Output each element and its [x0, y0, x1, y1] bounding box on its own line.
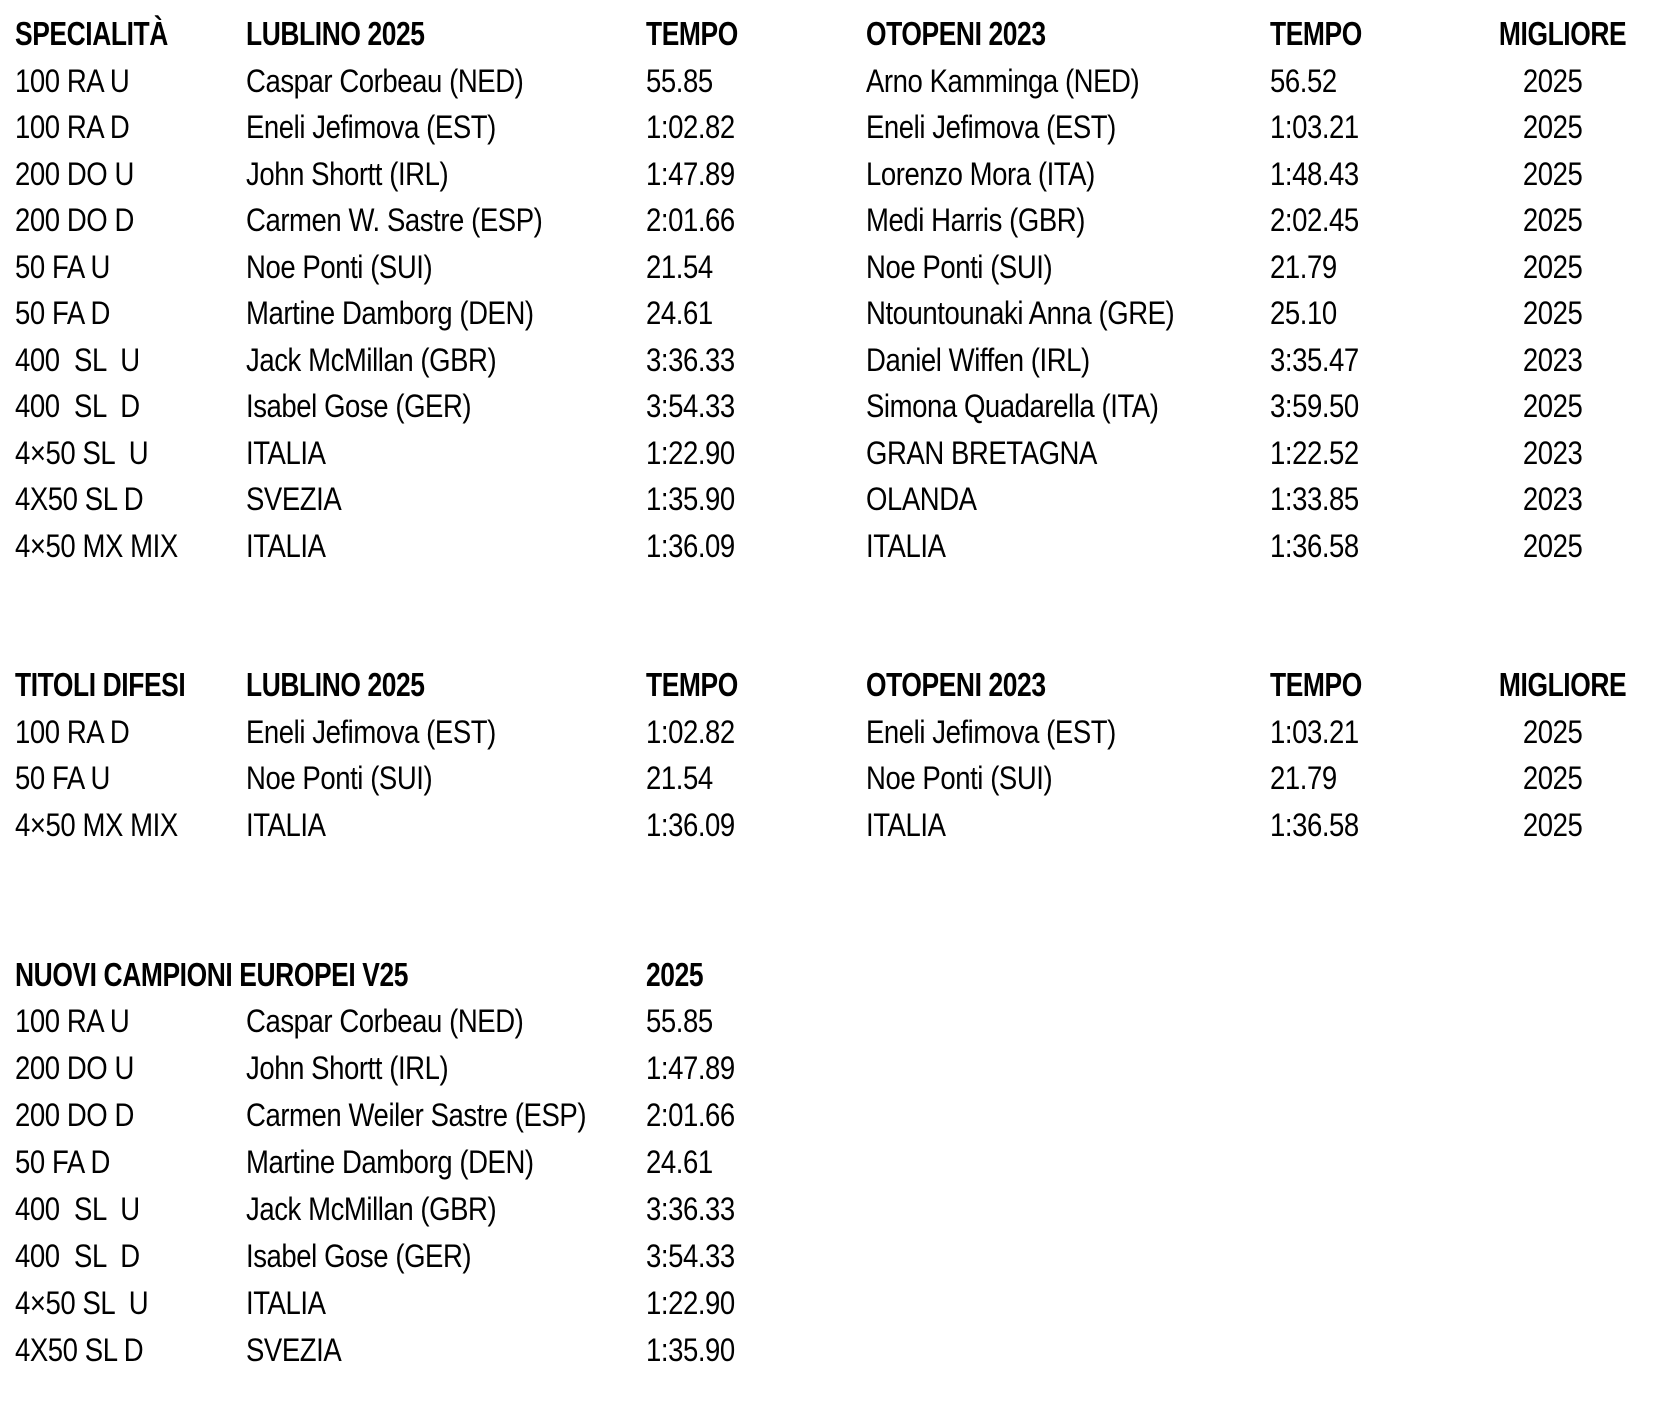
cell-text: 3:36.33	[646, 1191, 735, 1227]
results-table-titoli-difesi	[0, 662, 1658, 848]
event-cell	[15, 1327, 246, 1374]
cell-text: 400 SL D	[15, 388, 140, 424]
table-row	[15, 476, 1658, 523]
time-2025-cell	[646, 709, 866, 756]
cell-text: Carmen W. Sastre (ESP)	[246, 202, 543, 238]
cell-text: 100 RA D	[15, 109, 130, 145]
winner-2023-cell	[866, 337, 1270, 384]
cell-text: 1:35.90	[646, 481, 735, 517]
time-2025-cell	[646, 430, 866, 477]
event-cell	[15, 104, 246, 151]
cell-text: 21.54	[646, 248, 713, 285]
cell-text: 55.85	[646, 1003, 713, 1039]
cell-text: 2023	[1523, 434, 1583, 471]
column-header-tempo-lublino	[646, 662, 866, 709]
cell-text: Eneli Jefimova (EST)	[866, 109, 1116, 145]
event-cell	[15, 1186, 246, 1233]
cell-text: Eneli Jefimova (EST)	[866, 713, 1116, 750]
event-cell	[15, 1233, 246, 1280]
event-cell	[15, 290, 246, 337]
header-text: 2025	[646, 956, 704, 993]
table-row	[15, 1327, 1658, 1374]
cell-text: Caspar Corbeau (NED)	[246, 62, 524, 99]
event-cell	[15, 383, 246, 430]
time-cell	[646, 1139, 866, 1186]
cell-text: John Shortt (IRL)	[246, 1050, 449, 1086]
cell-text: Martine Damborg (DEN)	[246, 295, 534, 331]
winner-2025-cell	[246, 244, 646, 291]
table-row	[15, 1139, 1658, 1186]
winner-2025-cell	[246, 58, 646, 105]
time-2025-cell	[646, 244, 866, 291]
table-row	[15, 244, 1658, 291]
time-2025-cell	[646, 290, 866, 337]
winner-2023-cell	[866, 523, 1270, 570]
event-cell	[15, 244, 246, 291]
event-cell	[15, 802, 246, 849]
table-row	[15, 709, 1658, 756]
time-2023-cell	[1270, 151, 1483, 198]
time-cell	[646, 998, 866, 1045]
table-row	[15, 523, 1658, 570]
cell-text: 21.79	[1270, 248, 1337, 285]
cell-text: ITALIA	[246, 527, 326, 564]
event-cell	[15, 1092, 246, 1139]
winner-2023-cell	[866, 197, 1270, 244]
winner-2023-cell	[866, 755, 1270, 802]
cell-text: 1:47.89	[646, 155, 735, 192]
event-cell	[15, 523, 246, 570]
cell-text: Noe Ponti (SUI)	[246, 760, 433, 796]
cell-text: 2025	[1523, 109, 1583, 145]
cell-text: SVEZIA	[246, 481, 342, 517]
cell-text: Carmen Weiler Sastre (ESP)	[246, 1097, 587, 1133]
winner-2023-cell	[866, 58, 1270, 105]
cell-text: 4×50 MX MIX	[15, 806, 178, 843]
cell-text: 1:22.52	[1270, 434, 1359, 471]
header-text: MIGLIORE	[1498, 666, 1627, 703]
column-header-nuovi-campioni	[15, 951, 646, 998]
cell-text: 21.54	[646, 760, 713, 796]
cell-text: Isabel Gose (GER)	[246, 388, 472, 424]
cell-text: 2025	[1523, 202, 1583, 238]
cell-text: GRAN BRETAGNA	[866, 434, 1097, 471]
table-row	[15, 290, 1658, 337]
cell-text: 24.61	[646, 295, 713, 331]
time-2023-cell	[1270, 802, 1483, 849]
cell-text: 1:02.82	[646, 713, 735, 750]
cell-text: 400 SL D	[15, 1238, 140, 1274]
cell-text: 4X50 SL D	[15, 481, 144, 517]
column-header-anno-2025	[646, 951, 866, 998]
time-2023-cell	[1270, 430, 1483, 477]
column-header-lublino-2025	[246, 662, 646, 709]
winner-2023-cell	[866, 709, 1270, 756]
winner-2025-cell	[246, 337, 646, 384]
cell-text: 4×50 MX MIX	[15, 527, 178, 564]
time-2025-cell	[646, 523, 866, 570]
cell-text: 3:54.33	[646, 1238, 735, 1274]
cell-text: 25.10	[1270, 295, 1337, 331]
cell-text: 1:22.90	[646, 1285, 735, 1321]
cell-text: 1:36.58	[1270, 806, 1359, 843]
cell-text: 1:03.21	[1270, 109, 1359, 145]
event-cell	[15, 151, 246, 198]
cell-text: Lorenzo Mora (ITA)	[866, 155, 1095, 192]
time-2023-cell	[1270, 197, 1483, 244]
cell-text: 200 DO D	[15, 202, 134, 238]
cell-text: 3:35.47	[1270, 341, 1359, 378]
time-2023-cell	[1270, 104, 1483, 151]
time-2025-cell	[646, 755, 866, 802]
cell-text: 4×50 SL U	[15, 434, 149, 471]
best-year-cell	[1483, 58, 1623, 105]
event-cell	[15, 430, 246, 477]
cell-text: 1:36.58	[1270, 527, 1359, 564]
column-header-migliore	[1483, 11, 1627, 58]
header-text: SPECIALITÀ	[15, 15, 168, 52]
best-year-cell	[1483, 290, 1623, 337]
winner-cell	[246, 1233, 646, 1280]
cell-text: Caspar Corbeau (NED)	[246, 1003, 524, 1039]
cell-text: 1:48.43	[1270, 155, 1359, 192]
best-year-cell	[1483, 104, 1623, 151]
event-cell	[15, 1045, 246, 1092]
cell-text: 56.52	[1270, 62, 1337, 99]
table-row	[15, 104, 1658, 151]
winner-cell	[246, 1139, 646, 1186]
cell-text: 2023	[1523, 341, 1583, 378]
cell-text: 2025	[1523, 155, 1583, 192]
cell-text: 2025	[1523, 806, 1583, 843]
winner-2025-cell	[246, 802, 646, 849]
header-text: TEMPO	[646, 15, 738, 52]
time-cell	[646, 1045, 866, 1092]
table-body	[15, 58, 1658, 570]
table-row	[15, 755, 1658, 802]
best-year-cell	[1483, 197, 1623, 244]
cell-text: 50 FA D	[15, 1144, 110, 1180]
best-year-cell	[1483, 244, 1623, 291]
time-2023-cell	[1270, 290, 1483, 337]
winner-2025-cell	[246, 755, 646, 802]
winner-2023-cell	[866, 244, 1270, 291]
cell-text: 1:47.89	[646, 1050, 735, 1086]
cell-text: 400 SL U	[15, 1191, 140, 1227]
cell-text: ITALIA	[866, 806, 946, 843]
time-cell	[646, 1280, 866, 1327]
event-cell	[15, 755, 246, 802]
cell-text: Daniel Wiffen (IRL)	[866, 341, 1090, 378]
best-year-cell	[1483, 709, 1623, 756]
best-year-cell	[1483, 151, 1623, 198]
best-year-cell	[1483, 383, 1623, 430]
cell-text: 3:54.33	[646, 388, 735, 424]
cell-text: 50 FA D	[15, 295, 110, 331]
event-cell	[15, 1280, 246, 1327]
best-year-cell	[1483, 802, 1623, 849]
winner-2025-cell	[246, 476, 646, 523]
table-row	[15, 1233, 1658, 1280]
best-year-cell	[1483, 523, 1623, 570]
winner-2025-cell	[246, 523, 646, 570]
time-cell	[646, 1233, 866, 1280]
header-text: OTOPENI 2023	[866, 15, 1046, 52]
cell-text: SVEZIA	[246, 1332, 342, 1368]
cell-text: John Shortt (IRL)	[246, 155, 449, 192]
cell-text: OLANDA	[866, 481, 977, 517]
table-row	[15, 197, 1658, 244]
header-text: TEMPO	[1270, 15, 1362, 52]
cell-text: 2025	[1523, 713, 1583, 750]
winner-2023-cell	[866, 383, 1270, 430]
header-text: MIGLIORE	[1498, 15, 1627, 52]
cell-text: Medi Harris (GBR)	[866, 202, 1085, 238]
time-2023-cell	[1270, 337, 1483, 384]
best-year-cell	[1483, 476, 1623, 523]
time-2025-cell	[646, 104, 866, 151]
winner-2025-cell	[246, 430, 646, 477]
event-cell	[15, 709, 246, 756]
column-header-tempo-otopeni	[1270, 11, 1483, 58]
results-table-nuovi-campioni	[0, 951, 1658, 1374]
table-row	[15, 430, 1658, 477]
winner-2023-cell	[866, 104, 1270, 151]
table-row	[15, 337, 1658, 384]
table-row	[15, 1280, 1658, 1327]
cell-text: 1:36.09	[646, 806, 735, 843]
cell-text: Noe Ponti (SUI)	[246, 248, 433, 285]
cell-text: 3:59.50	[1270, 388, 1359, 424]
cell-text: 1:36.09	[646, 527, 735, 564]
cell-text: 21.79	[1270, 760, 1337, 796]
header-text: TEMPO	[1270, 666, 1362, 703]
time-cell	[646, 1092, 866, 1139]
cell-text: Martine Damborg (DEN)	[246, 1144, 534, 1180]
winner-2023-cell	[866, 290, 1270, 337]
header-text: OTOPENI 2023	[866, 666, 1046, 703]
cell-text: 200 DO D	[15, 1097, 134, 1133]
cell-text: 24.61	[646, 1144, 713, 1180]
column-header-lublino-2025	[246, 11, 646, 58]
winner-2025-cell	[246, 197, 646, 244]
time-2025-cell	[646, 476, 866, 523]
page	[0, 11, 1658, 1403]
cell-text: 1:02.82	[646, 109, 735, 145]
time-2025-cell	[646, 337, 866, 384]
winner-cell	[246, 1186, 646, 1233]
best-year-cell	[1483, 755, 1623, 802]
table-header-row	[15, 951, 1658, 998]
event-cell	[15, 998, 246, 1045]
cell-text: ITALIA	[866, 527, 946, 564]
time-2025-cell	[646, 151, 866, 198]
cell-text: Simona Quadarella (ITA)	[866, 388, 1159, 424]
header-text: NUOVI CAMPIONI EUROPEI V25	[15, 956, 409, 993]
cell-text: 100 RA D	[15, 713, 130, 750]
winner-cell	[246, 1092, 646, 1139]
cell-text: Noe Ponti (SUI)	[866, 760, 1053, 796]
column-header-specialita	[15, 11, 246, 58]
cell-text: Ntountounaki Anna (GRE)	[866, 295, 1175, 331]
table-row	[15, 802, 1658, 849]
column-header-migliore	[1483, 662, 1627, 709]
table-row	[15, 383, 1658, 430]
time-2023-cell	[1270, 58, 1483, 105]
table-row	[15, 1092, 1658, 1139]
cell-text: 50 FA U	[15, 760, 110, 796]
winner-2025-cell	[246, 290, 646, 337]
table-header-row	[15, 662, 1658, 709]
results-table-specialita	[0, 11, 1658, 569]
table-row	[15, 1186, 1658, 1233]
cell-text: Isabel Gose (GER)	[246, 1238, 472, 1274]
table-row	[15, 151, 1658, 198]
cell-text: Arno Kamminga (NED)	[866, 62, 1140, 99]
winner-2025-cell	[246, 383, 646, 430]
cell-text: 1:35.90	[646, 1332, 735, 1368]
cell-text: 55.85	[646, 62, 713, 99]
winner-cell	[246, 1280, 646, 1327]
winner-cell	[246, 1327, 646, 1374]
cell-text: Noe Ponti (SUI)	[866, 248, 1053, 285]
table-body	[15, 709, 1658, 849]
cell-text: ITALIA	[246, 806, 326, 843]
cell-text: 100 RA U	[15, 1003, 130, 1039]
winner-2025-cell	[246, 151, 646, 198]
table-header-row	[15, 11, 1658, 58]
column-header-otopeni-2023	[866, 11, 1270, 58]
cell-text: ITALIA	[246, 434, 326, 471]
cell-text: 400 SL U	[15, 341, 140, 378]
cell-text: 3:36.33	[646, 341, 735, 378]
cell-text: Eneli Jefimova (EST)	[246, 713, 496, 750]
header-text: LUBLINO 2025	[246, 666, 425, 703]
cell-text: 1:03.21	[1270, 713, 1359, 750]
time-2025-cell	[646, 58, 866, 105]
winner-2023-cell	[866, 151, 1270, 198]
event-cell	[15, 476, 246, 523]
cell-text: 200 DO U	[15, 155, 134, 192]
winner-2023-cell	[866, 476, 1270, 523]
cell-text: Jack McMillan (GBR)	[246, 1191, 497, 1227]
cell-text: ITALIA	[246, 1285, 326, 1321]
time-2025-cell	[646, 383, 866, 430]
cell-text: 2025	[1523, 388, 1583, 424]
cell-text: 200 DO U	[15, 1050, 134, 1086]
time-2023-cell	[1270, 244, 1483, 291]
best-year-cell	[1483, 430, 1623, 477]
cell-text: 2:01.66	[646, 1097, 735, 1133]
winner-cell	[246, 998, 646, 1045]
cell-text: 2:02.45	[1270, 202, 1359, 238]
cell-text: Jack McMillan (GBR)	[246, 341, 497, 378]
cell-text: 4X50 SL D	[15, 1332, 144, 1368]
cell-text: 100 RA U	[15, 62, 130, 99]
winner-2023-cell	[866, 430, 1270, 477]
cell-text: 1:22.90	[646, 434, 735, 471]
time-cell	[646, 1186, 866, 1233]
column-header-tempo-otopeni	[1270, 662, 1483, 709]
winner-2023-cell	[866, 802, 1270, 849]
column-header-titoli-difesi	[15, 662, 246, 709]
time-2023-cell	[1270, 523, 1483, 570]
header-text: TITOLI DIFESI	[15, 666, 186, 703]
cell-text: 1:33.85	[1270, 481, 1359, 517]
event-cell	[15, 337, 246, 384]
event-cell	[15, 1139, 246, 1186]
winner-2025-cell	[246, 104, 646, 151]
cell-text: 2025	[1523, 527, 1583, 564]
column-header-otopeni-2023	[866, 662, 1270, 709]
cell-text: 2025	[1523, 248, 1583, 285]
column-header-tempo-lublino	[646, 11, 866, 58]
time-2023-cell	[1270, 755, 1483, 802]
cell-text: Eneli Jefimova (EST)	[246, 109, 496, 145]
time-2023-cell	[1270, 476, 1483, 523]
time-2023-cell	[1270, 383, 1483, 430]
event-cell	[15, 58, 246, 105]
winner-2025-cell	[246, 709, 646, 756]
cell-text: 2:01.66	[646, 202, 735, 238]
winner-cell	[246, 1045, 646, 1092]
time-2025-cell	[646, 197, 866, 244]
best-year-cell	[1483, 337, 1623, 384]
time-2025-cell	[646, 802, 866, 849]
time-cell	[646, 1327, 866, 1374]
table-row	[15, 1045, 1658, 1092]
time-2023-cell	[1270, 709, 1483, 756]
cell-text: 50 FA U	[15, 248, 110, 285]
table-row	[15, 998, 1658, 1045]
cell-text: 4×50 SL U	[15, 1285, 149, 1321]
table-body	[15, 998, 1658, 1374]
cell-text: 2023	[1523, 481, 1583, 517]
header-text: LUBLINO 2025	[246, 15, 425, 52]
cell-text: 2025	[1523, 760, 1583, 796]
event-cell	[15, 197, 246, 244]
table-row	[15, 58, 1658, 105]
cell-text: 2025	[1523, 295, 1583, 331]
header-text: TEMPO	[646, 666, 738, 703]
cell-text: 2025	[1523, 62, 1583, 99]
